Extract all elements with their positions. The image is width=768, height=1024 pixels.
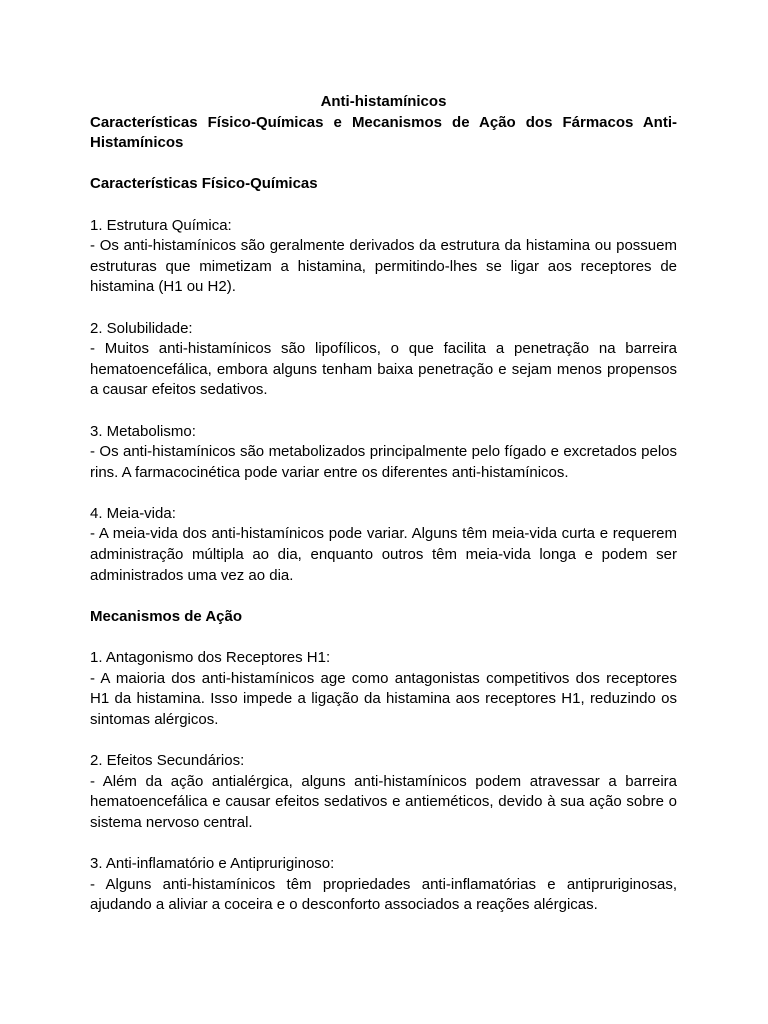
section-physicochemical bbox=[90, 174, 677, 586]
list-item bbox=[90, 422, 677, 484]
list-item bbox=[90, 216, 677, 298]
list-item bbox=[90, 854, 677, 916]
item-text: - Muitos anti-histamínicos são lipofílicos, o que facilita a penetração na barreira hematoencefálica, embora alguns tenham baixa penetração e sejam menos propensos a causar efeitos sedativos. bbox=[90, 340, 677, 399]
section-heading: Mecanismos de Ação bbox=[90, 607, 242, 625]
list-item bbox=[90, 648, 677, 730]
section-mechanisms bbox=[90, 607, 677, 916]
item-text: - Os anti-histamínicos são geralmente derivados da estrutura da histamina ou possuem estruturas que mimetizam a histamina, permitindo-lhes se ligar aos receptores de histamina (H1 ou H2). bbox=[90, 237, 677, 296]
item-text: - Os anti-histamínicos são metabolizados principalmente pelo fígado e excretados pelos rins. A farmacocinética pode variar entre os diferentes anti-histamínicos. bbox=[90, 443, 677, 481]
document-subtitle: Características Físico-Químicas e Mecanismos de Ação dos Fármacos Anti-Histamínicos bbox=[90, 113, 677, 152]
document-page bbox=[90, 92, 677, 916]
item-text: - Além da ação antialérgica, alguns anti-histamínicos podem atravessar a barreira hematoencefálica e causar efeitos sedativos e antieméticos, devido à sua ação sobre o sistema nervoso central. bbox=[90, 772, 677, 831]
item-heading: 3. Anti-inflamatório e Antipruriginoso: bbox=[90, 854, 335, 872]
item-heading: 3. Metabolismo: bbox=[90, 422, 196, 440]
document-title: Anti-histamínicos bbox=[320, 93, 447, 110]
item-heading: 2. Solubilidade: bbox=[90, 319, 193, 337]
list-item bbox=[90, 504, 677, 586]
item-text: - A maioria dos anti-histamínicos age como antagonistas competitivos dos receptores H1 da histamina. Isso impede a ligação da histamina aos receptores H1, reduzindo os sintomas alérgicos. bbox=[90, 669, 677, 728]
list-item bbox=[90, 751, 677, 833]
item-text: - A meia-vida dos anti-histamínicos pode variar. Alguns têm meia-vida curta e requerem administração múltipla ao dia, enquanto outros têm meia-vida longa e podem ser administrados uma vez ao dia. bbox=[90, 525, 677, 584]
section-heading: Características Físico-Químicas bbox=[90, 175, 318, 193]
item-text: - Alguns anti-histamínicos têm propriedades anti-inflamatórias e antipruriginosas, ajudando a aliviar a coceira e o desconforto associados a reações alérgicas. bbox=[90, 875, 677, 914]
list-item bbox=[90, 319, 677, 401]
item-heading: 2. Efeitos Secundários: bbox=[90, 752, 245, 769]
item-heading: 1. Antagonismo dos Receptores H1: bbox=[90, 649, 331, 667]
item-heading: 4. Meia-vida: bbox=[90, 504, 176, 522]
item-heading: 1. Estrutura Química: bbox=[90, 216, 232, 234]
